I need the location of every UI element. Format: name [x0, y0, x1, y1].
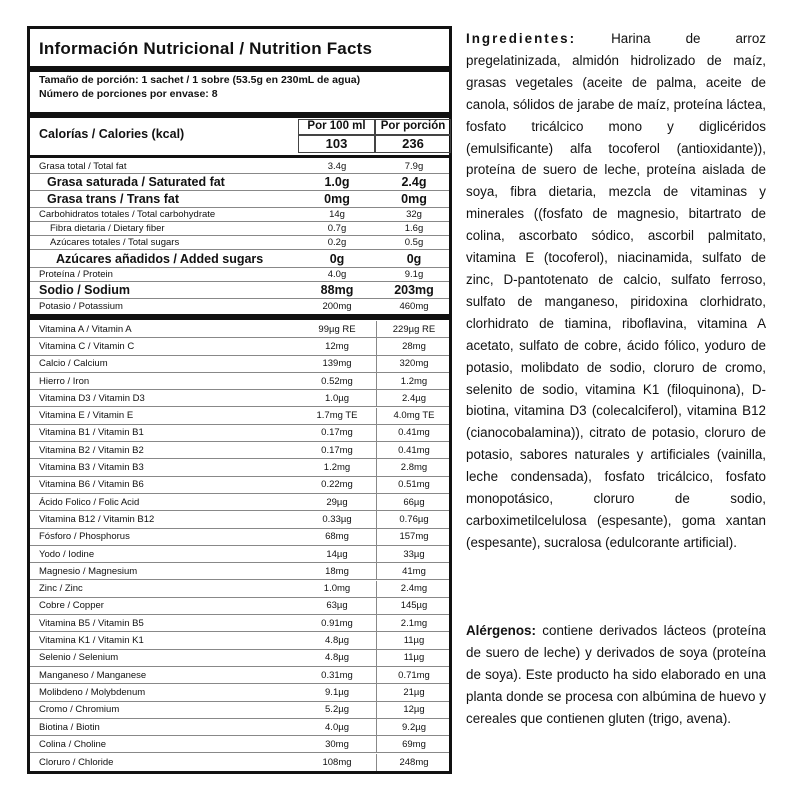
- value-per100: 12mg: [325, 340, 349, 352]
- vitamin-row: [30, 632, 449, 649]
- nutrient-row-protein: [30, 268, 449, 282]
- nutrient-label: Carbohidratos totales / Total carbohydrate: [39, 209, 216, 220]
- vitamin-row: [30, 615, 449, 632]
- value-serving: 145µg: [400, 600, 428, 612]
- value-serving: 0.41mg: [398, 444, 430, 456]
- nutrient-label: Azúcares añadidos / Added sugars: [56, 251, 264, 266]
- servings-per-container: Número de porciones por envase: 8: [39, 88, 218, 100]
- value-per100: 30mg: [325, 738, 349, 750]
- vitamin-row: [30, 494, 449, 511]
- vitamin-row: [30, 736, 449, 753]
- value-per100: 14g: [329, 209, 345, 220]
- vitamin-row: [30, 650, 449, 667]
- nutrient-label: Grasa trans / Trans fat: [47, 192, 180, 206]
- nutrient-label: Vitamina K1 / Vitamin K1: [39, 635, 144, 647]
- vitamin-row: [30, 390, 449, 407]
- value-serving: 2.4µg: [402, 392, 426, 404]
- value-per100: 1.0µg: [325, 392, 349, 404]
- nutrient-row-dietary-fiber: [30, 222, 449, 236]
- value-serving: 33µg: [403, 548, 425, 560]
- nutrient-label: Hierro / Iron: [39, 375, 90, 387]
- column-divider: [376, 356, 377, 372]
- divider: [30, 314, 449, 320]
- nutrient-label: Biotina / Biotin: [39, 721, 100, 733]
- calories-label: Calorías / Calories (kcal): [39, 127, 185, 141]
- value-per100: 108mg: [322, 756, 352, 768]
- nutrient-label: Vitamina B2 / Vitamin B2: [39, 444, 144, 456]
- nutrient-label: Vitamina B1 / Vitamin B1: [39, 427, 144, 439]
- value-per100: 9.1µg: [325, 686, 349, 698]
- nutrition-facts-panel: [27, 26, 452, 774]
- value-serving: 0.51mg: [398, 479, 430, 491]
- column-divider: [376, 459, 377, 475]
- value-serving: 66µg: [403, 496, 425, 508]
- vitamin-row: [30, 408, 449, 425]
- value-serving: 28mg: [402, 340, 426, 352]
- value-serving: 0mg: [401, 192, 427, 206]
- value-per100: 1.0g: [324, 175, 350, 189]
- value-serving: 69mg: [402, 738, 426, 750]
- nutrient-row-total-carbohydrate: [30, 208, 449, 222]
- value-per100: 0.7g: [327, 223, 347, 234]
- value-serving: 0.71mg: [398, 669, 430, 681]
- nutrient-label: Manganeso / Manganese: [39, 669, 147, 681]
- value-per100: 139mg: [322, 358, 352, 370]
- nutrient-label: Vitamina B3 / Vitamin B3: [39, 462, 144, 474]
- column-header-per100: Por 100 ml: [298, 119, 375, 135]
- nutrient-label: Vitamina A / Vitamin A: [39, 323, 132, 335]
- vitamin-row: [30, 684, 449, 701]
- nutrient-label: Potasio / Potassium: [39, 300, 123, 312]
- value-per100: 29µg: [326, 496, 348, 508]
- vitamin-row: [30, 373, 449, 390]
- vitamin-row: [30, 321, 449, 338]
- divider: [30, 155, 449, 158]
- vitamin-row: [30, 529, 449, 546]
- vitamin-row: [30, 581, 449, 598]
- value-serving: 2.1mg: [400, 617, 428, 629]
- value-serving: 11µg: [403, 635, 425, 647]
- value-serving: 320mg: [399, 358, 429, 370]
- value-per100: 200mg: [322, 300, 352, 312]
- nutrient-label: Calcio / Calcium: [39, 358, 108, 370]
- nutrient-label: Vitamina B6 / Vitamin B6: [39, 479, 144, 491]
- vitamin-row: [30, 442, 449, 459]
- nutrient-row-trans-fat: [30, 191, 449, 208]
- value-serving: 7.9g: [404, 160, 424, 172]
- value-serving: 2.4mg: [400, 583, 428, 595]
- value-serving: 21µg: [403, 686, 425, 698]
- vitamin-row: [30, 719, 449, 736]
- column-divider: [376, 650, 377, 666]
- nutrient-row-total-sugars: [30, 236, 449, 250]
- nutrient-label: Fibra dietaria / Dietary fiber: [50, 223, 165, 234]
- allergens-heading: Alérgenos:: [466, 623, 536, 638]
- vitamin-row: [30, 338, 449, 355]
- value-per100: 0.31mg: [321, 669, 353, 681]
- column-divider: [376, 563, 377, 579]
- column-header-serving: Por porción: [375, 119, 451, 135]
- value-serving: 11µg: [403, 652, 425, 664]
- value-per100: 1.7mg TE: [316, 410, 358, 422]
- column-divider: [376, 494, 377, 510]
- column-divider: [376, 321, 377, 337]
- value-serving: 0.5g: [404, 237, 424, 248]
- value-per100: 4.8µg: [325, 652, 349, 664]
- value-per100: 0.52mg: [321, 375, 353, 387]
- nutrient-label: Cromo / Chromium: [39, 704, 120, 716]
- vitamin-row: [30, 477, 449, 494]
- column-divider: [376, 511, 377, 527]
- value-per100: 63µg: [326, 600, 348, 612]
- vitamin-row: [30, 754, 449, 771]
- column-divider: [376, 373, 377, 389]
- value-serving: 229µg RE: [392, 323, 436, 335]
- nutrient-label: Zinc / Zinc: [39, 583, 83, 595]
- nutrient-label: Cloruro / Chloride: [39, 756, 114, 768]
- value-serving: 0.76µg: [399, 513, 429, 525]
- vitamin-row: [30, 425, 449, 442]
- column-divider: [376, 702, 377, 718]
- value-per100: 4.0g: [327, 269, 347, 280]
- nutrient-label: Yodo / Iodine: [39, 548, 95, 560]
- nutrient-label: Vitamina C / Vitamin C: [39, 340, 135, 352]
- column-divider: [376, 667, 377, 683]
- column-divider: [376, 425, 377, 441]
- value-per100: 0.91mg: [321, 617, 353, 629]
- column-divider: [376, 477, 377, 493]
- nutrient-row-saturated-fat: [30, 174, 449, 191]
- value-serving: 460mg: [399, 300, 429, 312]
- value-per100: 0.17mg: [321, 444, 353, 456]
- value-per100: 0.17mg: [321, 427, 353, 439]
- value-serving: 2.4g: [401, 175, 427, 189]
- value-per100: 4.0µg: [325, 721, 349, 733]
- vitamin-row: [30, 563, 449, 580]
- value-per100: 68mg: [325, 531, 349, 543]
- nutrient-label: Colina / Choline: [39, 738, 107, 750]
- column-divider: [376, 632, 377, 648]
- value-serving: 1.6g: [404, 223, 424, 234]
- nutrient-label: Cobre / Copper: [39, 600, 104, 612]
- nutrient-label: Azúcares totales / Total sugars: [50, 237, 180, 248]
- nutrient-row-total-fat: [30, 159, 449, 174]
- divider: [30, 66, 449, 72]
- value-serving: 4.0mg TE: [393, 410, 435, 422]
- value-serving: 1.2mg: [400, 375, 428, 387]
- column-divider: [376, 546, 377, 562]
- value-serving: 12µg: [403, 704, 425, 716]
- vitamin-row: [30, 546, 449, 563]
- value-serving: 41mg: [402, 565, 426, 577]
- value-per100: 18mg: [325, 565, 349, 577]
- calories-per100: 103: [298, 135, 375, 153]
- value-serving: 32g: [406, 209, 422, 220]
- column-divider: [376, 598, 377, 614]
- vitamin-row: [30, 702, 449, 719]
- nutrient-label: Grasa total / Total fat: [39, 160, 127, 172]
- value-serving: 9.1g: [404, 269, 424, 280]
- column-divider: [376, 615, 377, 631]
- column-divider: [376, 442, 377, 458]
- nutrient-label: Vitamina B12 / Vitamin B12: [39, 513, 155, 525]
- serving-size: Tamaño de porción: 1 sachet / 1 sobre (53.5g en 230mL de agua): [39, 74, 361, 86]
- value-per100: 0.22mg: [321, 479, 353, 491]
- nutrient-label: Molibdeno / Molybdenum: [39, 686, 146, 698]
- nutrient-row-potassium: [30, 299, 449, 313]
- column-divider: [376, 529, 377, 545]
- value-per100: 99µg RE: [318, 323, 356, 335]
- nutrition-title: Información Nutricional / Nutrition Facts: [39, 39, 373, 58]
- value-serving: 0.41mg: [398, 427, 430, 439]
- column-divider: [376, 338, 377, 354]
- value-serving: 203mg: [394, 283, 434, 297]
- column-divider: [376, 581, 377, 597]
- nutrient-row-sodium: [30, 282, 449, 299]
- nutrient-label: Grasa saturada / Saturated fat: [47, 175, 225, 189]
- column-divider: [376, 719, 377, 735]
- serving-info: [39, 73, 360, 101]
- value-per100: 1.0mg: [323, 583, 351, 595]
- nutrient-label: Sodio / Sodium: [39, 283, 130, 297]
- value-per100: 0.33µg: [322, 513, 352, 525]
- ingredients-text: Harina de arroz pregelatinizada, almidón hidrolizado de maíz, grasas vegetales (aceite de palma, aceite de canola, sólidos de jarabe de maíz, proteína láctea, fosfato tricálcico mono y diglicéridos (emulsificante) alfa tocoferol (antioxidante)), proteína de suero de leche, proteína aislada de soya, fibra dietaria, mezcla de vitaminas y minerales ((fosfato de magnesio, bitartrato de colina, ascorbato sódico, ascorbil palmitato, vitamina E (tocoferol), niacinamida, sulfato de zinc, D-pantotenato de calcio, sulfato ferroso, sulfato de manganeso, piridoxina clorhidrato, clorhidrato de tiamina, riboflavina, vitamina A acetato, sulfato de cobre, ácido fólico, yoduro de potasio, molibdato de sodio, cloruro de cromo, selenito de sodio, vitamina K1 (filoquinona), D-biotina, vitamina D3 (colecalciferol), vitamina B12 (cianocobalamina)), citrato de potasio, cloruro de potasio, sabores naturales y artificiales (vainilla, leche condensada), fosfato tricálcico, fosfato monopotásico, cloruro de sodio, carboximetilcelulosa (espesante), goma xantan (espesante), sucralosa (edulcorante artificial).: [466, 31, 766, 550]
- nutrient-label: Vitamina D3 / Vitamin D3: [39, 392, 145, 404]
- value-serving: 2.8mg: [400, 462, 428, 474]
- value-per100: 0mg: [324, 192, 350, 206]
- value-per100: 3.4g: [327, 160, 347, 172]
- value-serving: 9.2µg: [402, 721, 426, 733]
- nutrient-label: Vitamina B5 / Vitamin B5: [39, 617, 144, 629]
- value-per100: 0.2g: [327, 237, 347, 248]
- calories-serving: 236: [375, 135, 451, 153]
- nutrient-label: Fósforo / Phosphorus: [39, 531, 130, 543]
- column-divider: [376, 684, 377, 700]
- value-serving: 248mg: [399, 756, 429, 768]
- nutrient-label: Proteína / Protein: [39, 269, 113, 280]
- nutrient-label: Selenio / Selenium: [39, 652, 119, 664]
- column-divider: [376, 736, 377, 752]
- vitamin-row: [30, 598, 449, 615]
- value-per100: 5.2µg: [325, 704, 349, 716]
- divider: [30, 112, 449, 118]
- ingredients-heading: Ingredientes:: [466, 31, 577, 46]
- vitamin-row: [30, 511, 449, 528]
- ingredients-section: [466, 28, 766, 554]
- vitamin-row: [30, 356, 449, 373]
- value-per100: 4.8µg: [325, 635, 349, 647]
- nutrient-row-added-sugars: [30, 250, 449, 268]
- column-divider: [376, 408, 377, 424]
- value-serving: 157mg: [399, 531, 429, 543]
- nutrient-label: Magnesio / Magnesium: [39, 565, 138, 577]
- vitamin-row: [30, 459, 449, 476]
- allergens-section: [466, 620, 766, 730]
- allergens-text: contiene derivados lácteos (proteína de suero de leche) y derivados de soya (proteína de soya). Este producto ha sido elaborado en una planta donde se procesa con albúmina de huevo y cereales que contienen gluten (trigo, avena).: [466, 623, 766, 726]
- nutrient-label: Vitamina E / Vitamin E: [39, 410, 134, 422]
- column-divider: [376, 390, 377, 406]
- value-per100: 14µg: [326, 548, 348, 560]
- value-per100: 88mg: [320, 283, 354, 297]
- value-per100: 1.2mg: [323, 462, 351, 474]
- column-divider: [376, 754, 377, 771]
- value-per100: 0g: [329, 251, 345, 266]
- vitamin-row: [30, 667, 449, 684]
- nutrient-label: Ácido Folico / Folic Acid: [39, 496, 140, 508]
- value-serving: 0g: [406, 251, 422, 266]
